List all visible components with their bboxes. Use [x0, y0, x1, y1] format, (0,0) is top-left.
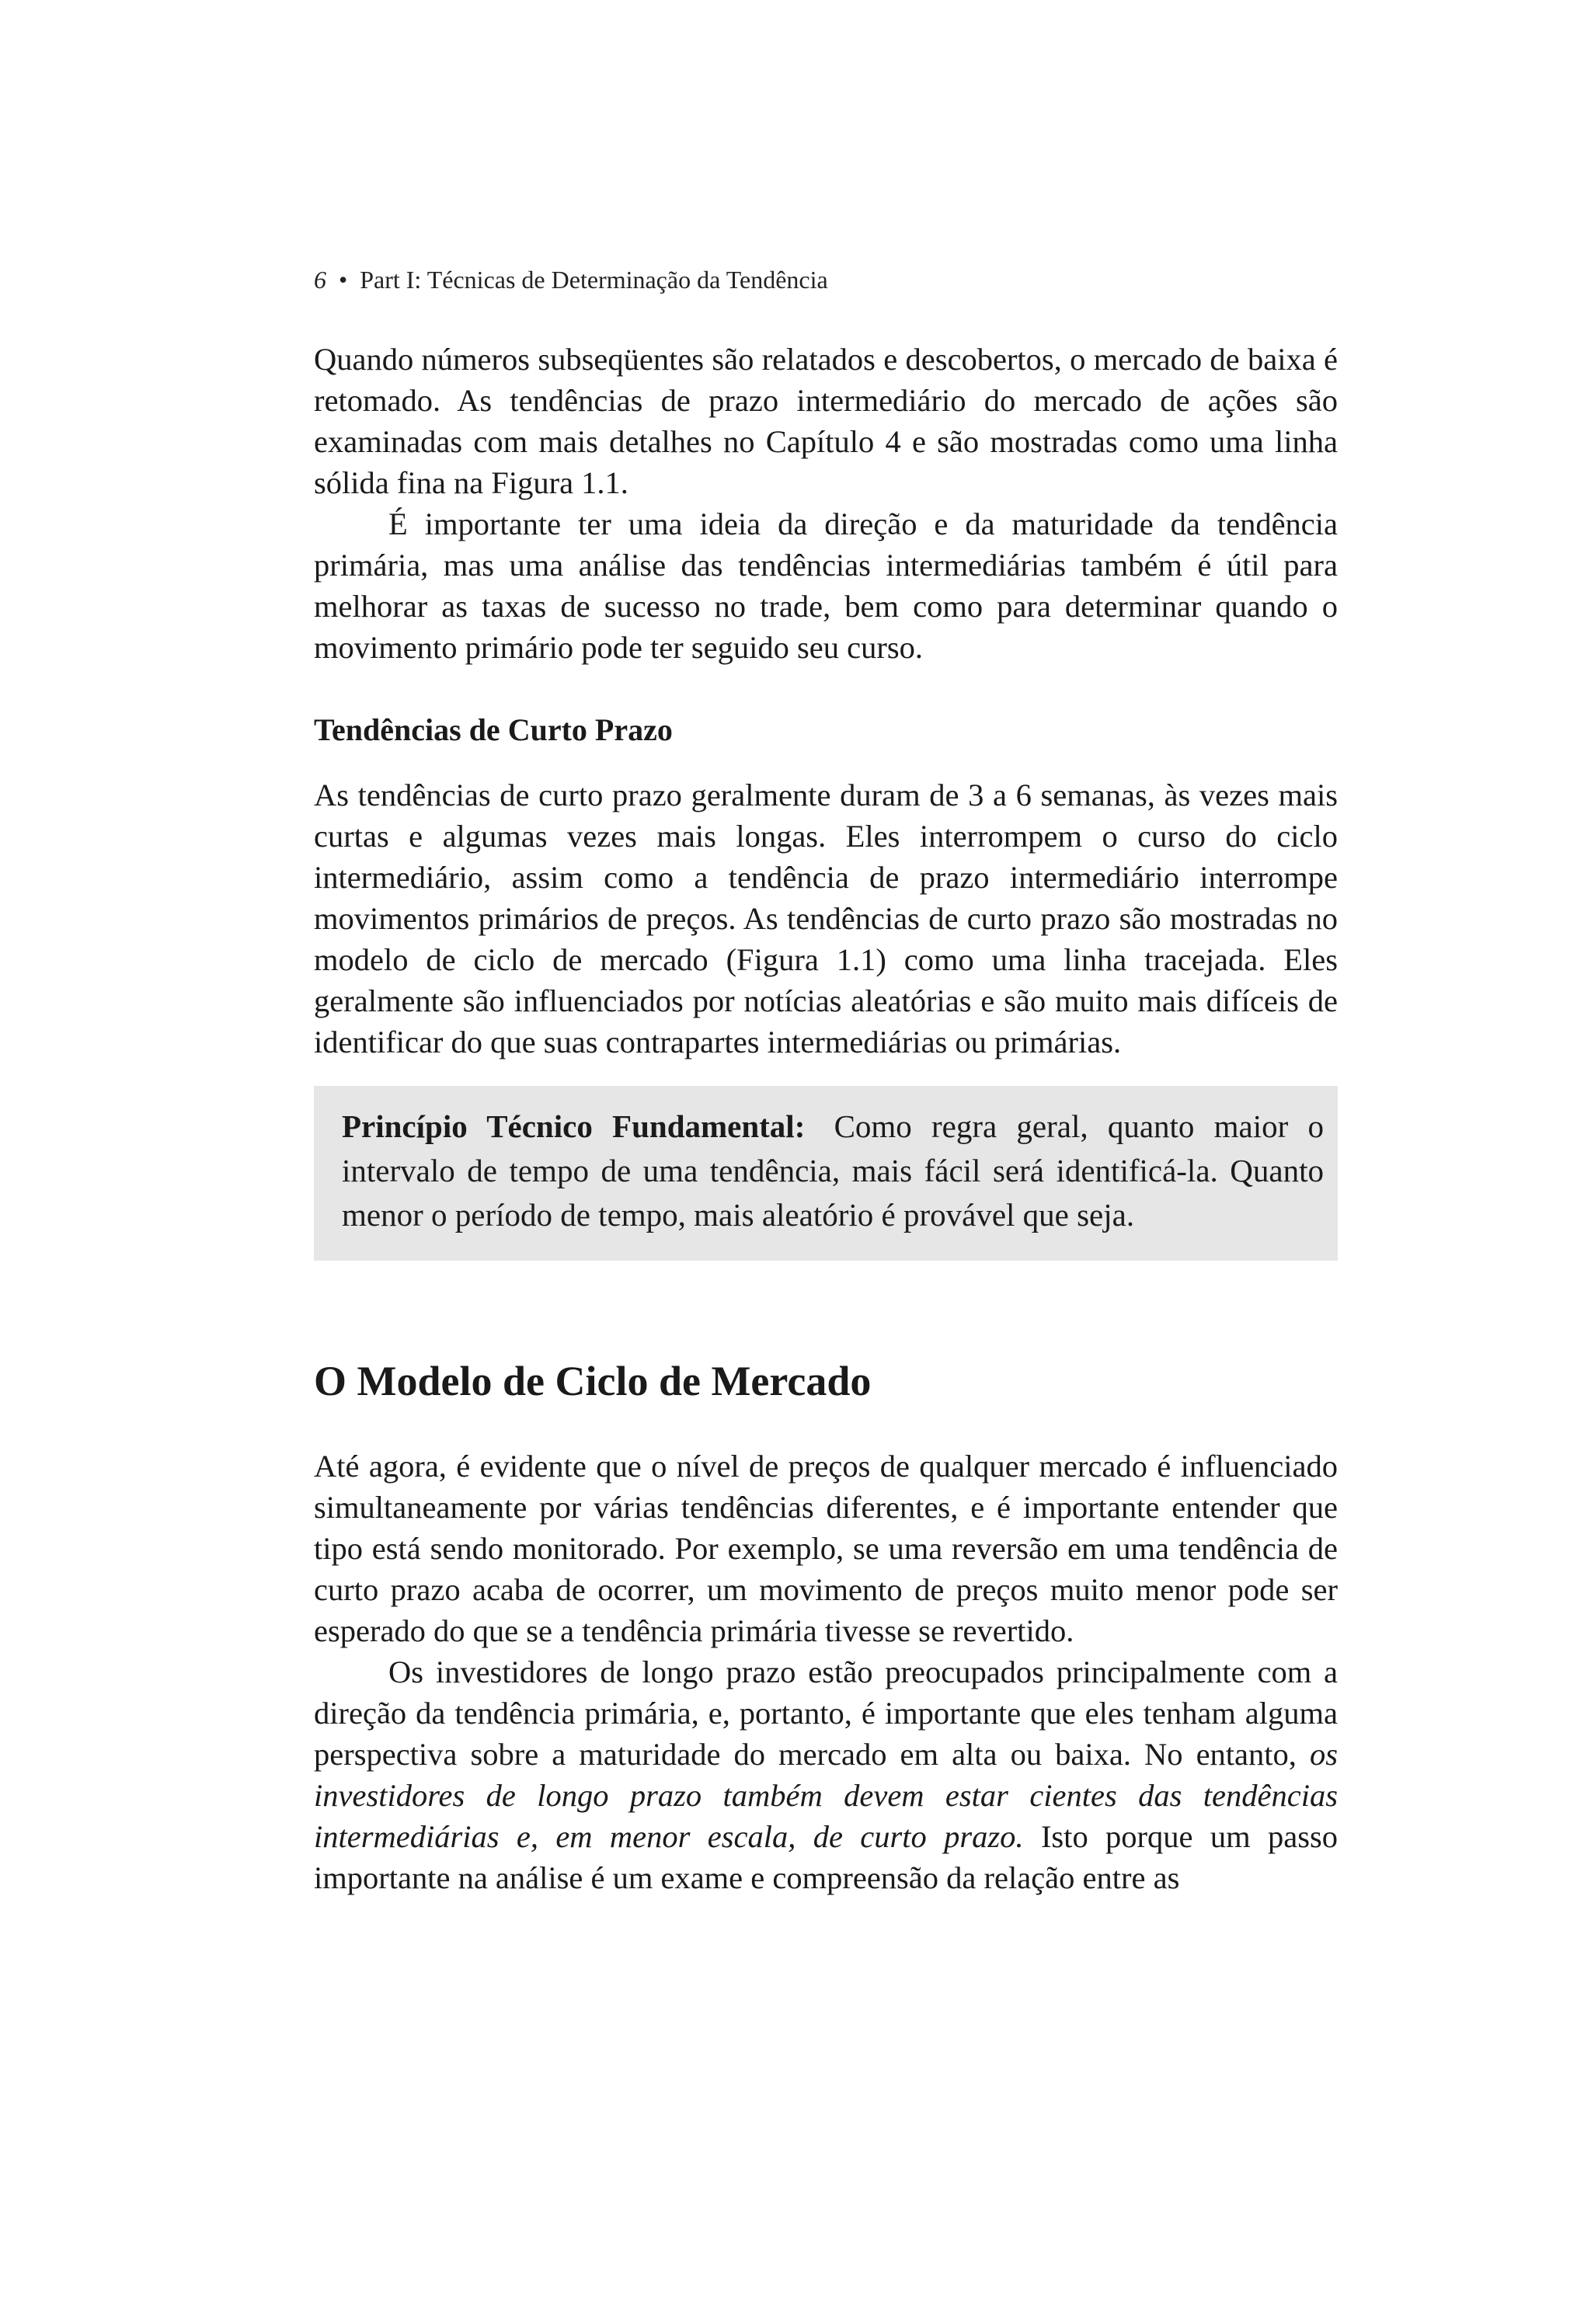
principle-label: Princípio Técnico Fundamental:: [342, 1108, 806, 1144]
market-cycle-paragraph-2: [314, 1651, 1338, 1898]
running-title: Part I: Técnicas de Determinação da Tendência: [360, 266, 828, 294]
section-heading-short-term: Tendências de Curto Prazo: [314, 712, 673, 747]
page-content: [314, 264, 1338, 1898]
body-paragraph-1: Quando números subseqüentes são relatados e descobertos, o mercado de baixa é retomado. As tendências de prazo intermediário do mercado de ações são examinadas com mais detalhes no Capítulo 4 e são mostradas como uma linha sólida fina na Figura 1.1.: [314, 342, 1338, 500]
paragraph-2-emphasis: os investidores de longo prazo também devem estar cientes das tendências intermediárias e, em menor escala, de curto prazo.: [314, 1737, 1338, 1854]
market-cycle-paragraph-1: Até agora, é evidente que o nível de preços de qualquer mercado é influenciado simultaneamente por várias tendências diferentes, e é importante entender que tipo está sendo monitorado. Por exemplo, se uma reversão em uma tendência de curto prazo acaba de ocorrer, um movimento de preços muito menor pode ser esperado do que se a tendência primária tivesse se revertido.: [314, 1449, 1338, 1648]
header-bullet: •: [339, 266, 348, 294]
chapter-section-title: O Modelo de Ciclo de Mercado: [314, 1358, 872, 1404]
principle-text: Como regra geral, quanto maior o intervalo de tempo de uma tendência, mais fácil será identificá-la. Quanto menor o período de tempo, mais aleatório é provável que seja.: [342, 1108, 1324, 1233]
principle-callout-box: [314, 1086, 1338, 1261]
page-number: 6: [314, 266, 326, 294]
paragraph-2-end: Isto porque um passo importante na análise é um exame e compreensão da relação entre as: [314, 1819, 1338, 1895]
body-paragraph-2: É importante ter uma ideia da direção e da maturidade da tendência primária, mas uma análise das tendências intermediárias também é útil para melhorar as taxas de sucesso no trade, bem como para determinar quando o movimento primário pode ter seguido seu curso.: [314, 506, 1338, 665]
principle-callout-text: [342, 1105, 1324, 1237]
paragraph-2-start: Os investidores de longo prazo estão preocupados principalmente com a direção da tendência primária, e, portanto, é importante que eles tenham alguma perspectiva sobre a maturidade do mercado em alta ou baixa. No entanto,: [314, 1654, 1338, 1772]
section-paragraph-short-term: As tendências de curto prazo geralmente duram de 3 a 6 semanas, às vezes mais curtas e algumas vezes mais longas. Eles interrompem o curso do ciclo intermediário, assim como a tendência de prazo intermediário interrompe movimentos primários de preços. As tendências de curto prazo são mostradas no modelo de ciclo de mercado (Figura 1.1) como uma linha tracejada. Eles geralmente são influenciados por notícias aleatórias e são muito mais difíceis de identificar do que suas contrapartes intermediárias ou primárias.: [314, 778, 1338, 1059]
running-header: [314, 264, 1338, 295]
